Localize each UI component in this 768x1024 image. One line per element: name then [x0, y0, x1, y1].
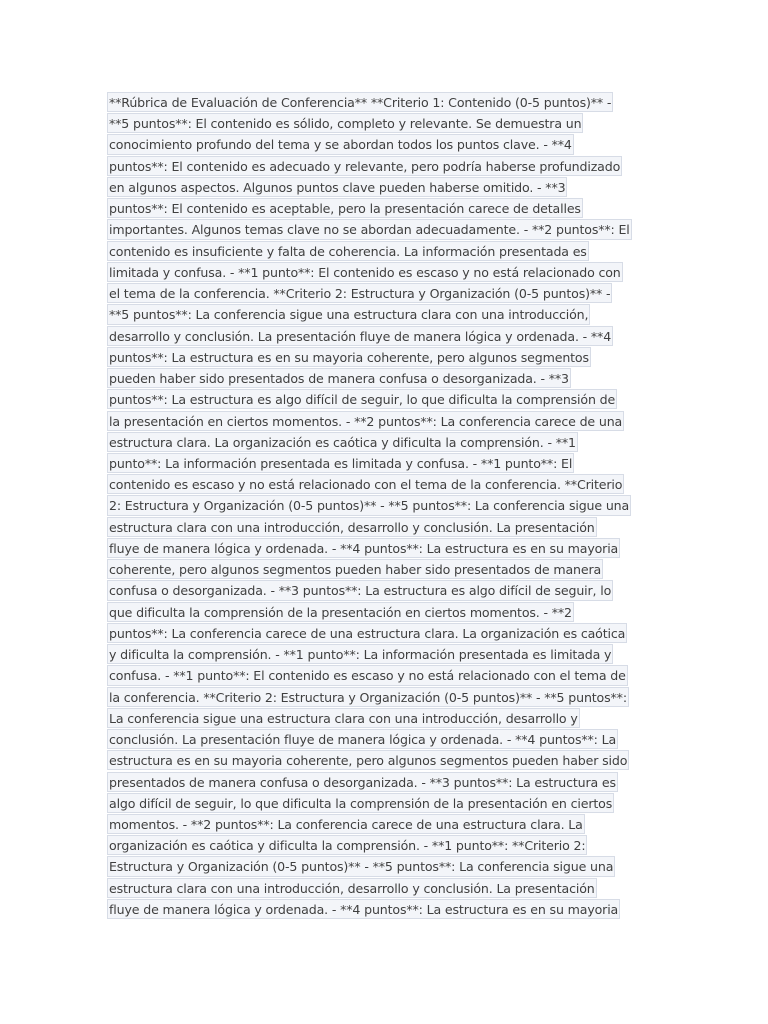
text-line: puntos**: El contenido es adecuado y relevante, pero podría haberse profundizado: [107, 156, 622, 176]
text-line: puntos**: La estructura es algo difícil de seguir, lo que dificulta la comprensión de: [107, 389, 617, 409]
text-line: estructura es en su mayoria coherente, pero algunos segmentos pueden haber sido: [107, 750, 629, 770]
text-line: estructura clara. La organización es caótica y dificulta la comprensión. - **1: [107, 432, 578, 452]
text-line: en algunos aspectos. Algunos puntos clave pueden haberse omitido. - **3: [107, 177, 567, 197]
text-line: algo difícil de seguir, lo que dificulta la comprensión de la presentación en ciertos: [107, 793, 614, 813]
text-line: La conferencia sigue una estructura clara con una introducción, desarrollo y: [107, 708, 580, 728]
text-line: 2: Estructura y Organización (0-5 puntos)** - **5 puntos**: La conferencia sigue una: [107, 495, 631, 515]
text-line: **5 puntos**: El contenido es sólido, completo y relevante. Se demuestra un: [107, 113, 583, 133]
text-line: fluye de manera lógica y ordenada. - **4 puntos**: La estructura es en su mayoria: [107, 538, 620, 558]
text-line: momentos. - **2 puntos**: La conferencia carece de una estructura clara. La: [107, 814, 585, 834]
text-line: contenido es escaso y no está relacionado con el tema de la conferencia. **Criterio: [107, 474, 624, 494]
text-line: Estructura y Organización (0-5 puntos)** - **5 puntos**: La conferencia sigue una: [107, 856, 615, 876]
text-line: importantes. Algunos temas clave no se abordan adecuadamente. - **2 puntos**: El: [107, 219, 632, 239]
text-line: y dificulta la comprensión. - **1 punto**: La información presentada es limitada y: [107, 644, 613, 664]
text-line: fluye de manera lógica y ordenada. - **4 puntos**: La estructura es en su mayoria: [107, 899, 620, 919]
text-line: conocimiento profundo del tema y se abordan todos los puntos clave. - **4: [107, 134, 574, 154]
document-text-block: [107, 92, 667, 920]
text-line: confusa. - **1 punto**: El contenido es escaso y no está relacionado con el tema de: [107, 665, 628, 685]
text-line: pueden haber sido presentados de manera confusa o desorganizada. - **3: [107, 368, 571, 388]
text-line: la presentación en ciertos momentos. - **2 puntos**: La conferencia carece de una: [107, 411, 624, 431]
text-line: coherente, pero algunos segmentos pueden haber sido presentados de manera: [107, 559, 603, 579]
text-line: que dificulta la comprensión de la presentación en ciertos momentos. - **2: [107, 602, 574, 622]
text-line: contenido es insuficiente y falta de coherencia. La información presentada es: [107, 241, 589, 261]
text-line: puntos**: El contenido es aceptable, pero la presentación carece de detalles: [107, 198, 583, 218]
text-line: limitada y confusa. - **1 punto**: El contenido es escaso y no está relacionado con: [107, 262, 623, 282]
text-line: **5 puntos**: La conferencia sigue una estructura clara con una introducción,: [107, 304, 590, 324]
text-line: presentados de manera confusa o desorganizada. - **3 puntos**: La estructura es: [107, 772, 618, 792]
text-line: estructura clara con una introducción, desarrollo y conclusión. La presentación: [107, 878, 597, 898]
text-line: punto**: La información presentada es limitada y confusa. - **1 punto**: El: [107, 453, 574, 473]
text-line: puntos**: La conferencia carece de una estructura clara. La organización es caótica: [107, 623, 627, 643]
text-line: conclusión. La presentación fluye de manera lógica y ordenada. - **4 puntos**: La: [107, 729, 618, 749]
text-line: la conferencia. **Criterio 2: Estructura y Organización (0-5 puntos)** - **5 puntos**:: [107, 687, 629, 707]
text-line: organización es caótica y dificulta la comprensión. - **1 punto**: **Criterio 2:: [107, 835, 587, 855]
text-line: estructura clara con una introducción, desarrollo y conclusión. La presentación: [107, 517, 597, 537]
text-line: desarrollo y conclusión. La presentación fluye de manera lógica y ordenada. - **4: [107, 326, 613, 346]
text-line: **Rúbrica de Evaluación de Conferencia** **Criterio 1: Contenido (0-5 puntos)** -: [107, 92, 613, 112]
text-line: el tema de la conferencia. **Criterio 2: Estructura y Organización (0-5 puntos)** -: [107, 283, 612, 303]
text-line: puntos**: La estructura es en su mayoria coherente, pero algunos segmentos: [107, 347, 591, 367]
text-line: confusa o desorganizada. - **3 puntos**: La estructura es algo difícil de seguir, lo: [107, 580, 613, 600]
